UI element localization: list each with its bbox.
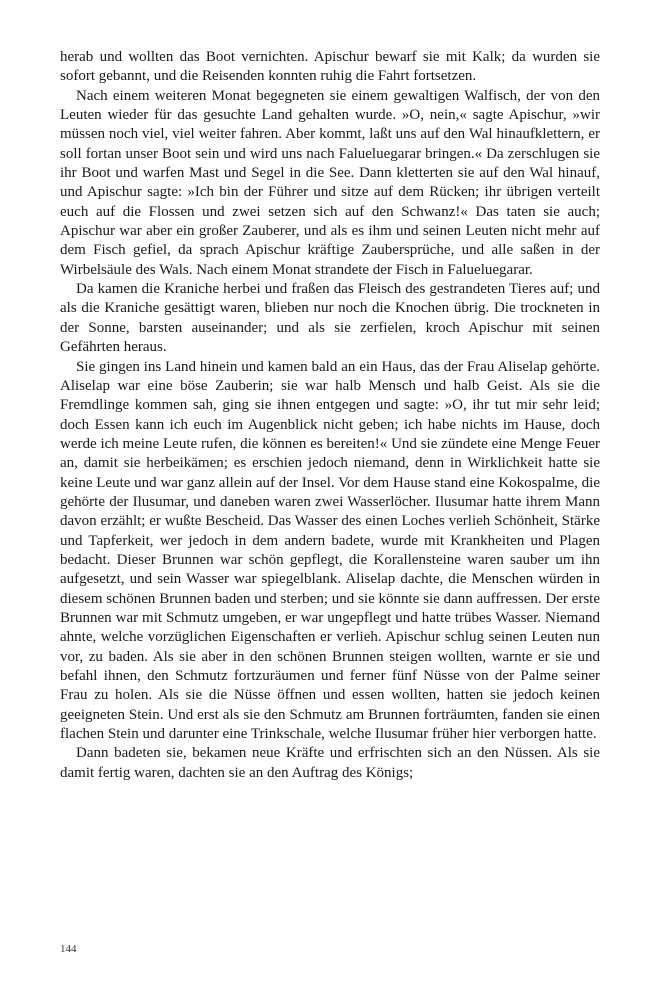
paragraph-2: Nach einem weiteren Monat begegneten sie einem gewaltigen Walfisch, der von den Leuten wieder für das gesuchte Land gehalten wurde. »O, nein,« sagte Apischur, »wir müssen noch viel, viel weiter fahren. Aber kommt, laßt uns auf den Wal hinaufklettern, er soll fortan unser Boot sein und wird uns nach Falueluegarar bringen.« Da zerschlugen sie ihr Boot und warfen Mast und Segel in die See. Dann kletterten sie auf den Wal hinauf, und Apischur sagte: »Ich bin der Führer und sitze auf dem Rücken; ihr übrigen verteilt euch auf die Flossen und zwei setzen sich auf den Schwanz!« Das taten sie auch; Apischur war aber ein großer Zauberer, und als es ihm und seinen Leuten nicht mehr auf dem Fisch gefiel, da sprach Apischur kräftige Zaubersprüche, und alle saßen in der Wirbelsäule des Wals. Nach einem Monat strandete der Fisch in Falueluegarar. <box>60 87 600 278</box>
page-number: 144 <box>60 943 77 955</box>
paragraph-1: herab und wollten das Boot vernichten. Apischur bewarf sie mit Kalk; da wurden sie sofort gebannt, und die Reisenden konnten ruhig die Fahrt fortsetzen. <box>60 49 600 85</box>
paragraph-3: Da kamen die Kraniche herbei und fraßen das Fleisch des gestrandeten Tieres auf; und als die Kraniche gesättigt waren, blieben nur noch die Knochen übrig. Die trockneten in der Sonne, barsten auseinander; und als sie zerfielen, kroch Apischur mit seinen Gefährten heraus. <box>60 281 600 356</box>
paragraph-5: Dann badeten sie, bekamen neue Kräfte und erfrischten sich an den Nüssen. Als sie damit fertig waren, dachten sie an den Auftrag des Königs; <box>60 745 600 781</box>
paragraph-4: Sie gingen ins Land hinein und kamen bald an ein Haus, das der Frau Aliselap gehörte. Aliselap war eine böse Zauberin; sie war halb Mensch und halb Geist. Als sie die Fremdlinge kommen sah, ging sie ihnen entgegen und sagte: »O, ihr tut mir sehr leid; doch Essen kann ich euch im Augenblick nicht geben; ich habe nichts im Hause, doch werde ich meine Leute rufen, die können es bereiten!« Und sie zündete eine Menge Feuer an, damit sie herbeikämen; es erschien jedoch niemand, denn in Wirklichkeit hatte sie keine Leute und war ganz allein auf der Insel. Vor dem Hause stand eine Kokospalme, die gehörte der Ilusumar, und daneben waren zwei Wasserlöcher. Ilusumar hatte ihrem Mann davon erzählt; er wußte Bescheid. Das Wasser des einen Loches verlieh Schönheit, Stärke und Tapferkeit, wer jedoch in dem andern badete, wurde mit Krankheiten und Plagen bedacht. Dieser Brunnen war schön gepflegt, die Korallensteine waren sauber um ihn aufgesetzt, und sein Wasser war spiegelblank. Aliselap dachte, die Menschen würden in diesem schönen Brunnen baden und sterben; und sie könnte sie dann auffressen. Der erste Brunnen war mit Schmutz umgeben, er war ungepflegt und hatte trübes Wasser. Niemand ahnte, welche vorzüglichen Eigenschaften er verlieh. Apischur schlug seinen Leuten nun vor, zu baden. Als sie aber in den schönen Brunnen steigen wollten, warnte er sie und befahl ihnen, den Schmutz fortzuräumen und ferner fünf Nüsse von der Palme seiner Frau zu holen. Als sie die Nüsse öffnen und essen wollten, hatten sie jedoch keinen geeigneten Stein. Und erst als sie den Schmutz am Brunnen forträumten, fanden sie einen flachen Stein und darunter eine Trinkschale, welche Ilusumar früher hier verborgen hatte. <box>60 358 600 743</box>
page-body <box>60 48 600 783</box>
